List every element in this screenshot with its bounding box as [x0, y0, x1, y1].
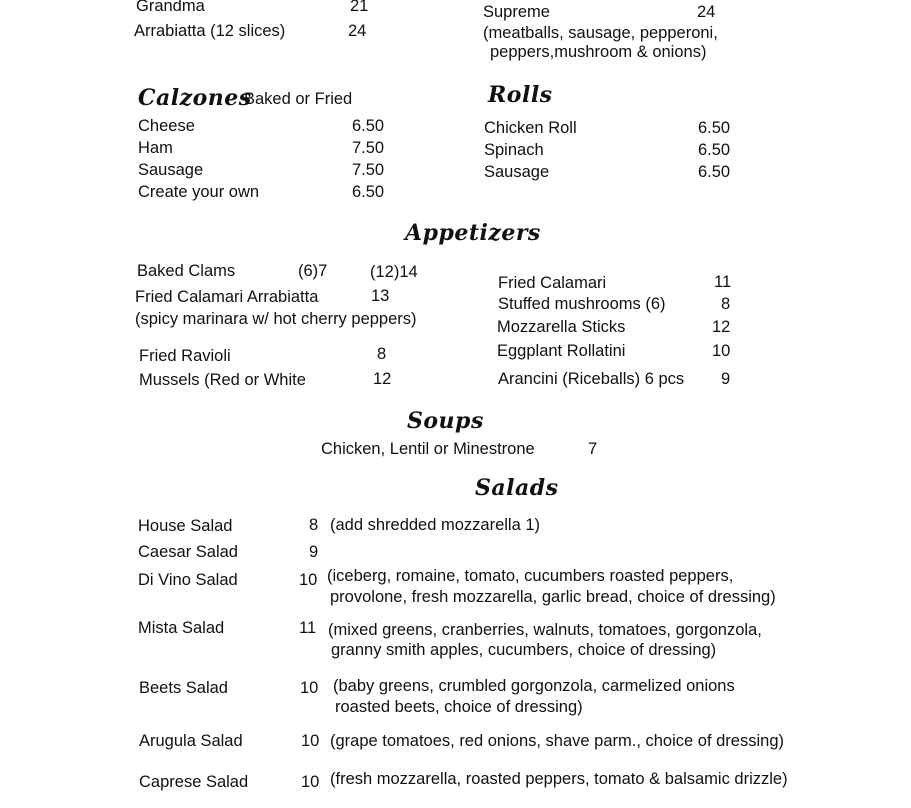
calzone-name-sausage: Sausage: [138, 161, 204, 179]
app-name-mozzarella-sticks: Mozzarella Sticks: [497, 318, 626, 336]
app-price-stuffed-mushrooms: 8: [721, 295, 731, 313]
salad-desc-mista-1: (mixed greens, cranberries, walnuts, tomatoes, gorgonzola,: [328, 621, 762, 639]
app-desc-calamari-arrabiatta: (spicy marinara w/ hot cherry peppers): [135, 310, 417, 328]
app-price-arancini: 9: [721, 370, 731, 388]
salad-name-house: House Salad: [138, 517, 233, 535]
calzone-name-ham: Ham: [138, 139, 173, 157]
app-price-eggplant-rollatini: 10: [712, 342, 731, 360]
salad-price-caesar: 9: [309, 543, 319, 561]
item-name-arrabiatta: Arrabiatta (12 slices): [134, 22, 286, 40]
salad-price-arugula: 10: [301, 732, 320, 750]
roll-price-spinach: 6.50: [698, 141, 731, 159]
section-title-appetizers: Appetizers: [405, 220, 541, 246]
salad-desc-beets-2: roasted beets, choice of dressing): [335, 698, 583, 716]
section-title-soups: Soups: [407, 408, 484, 434]
app-price-mussels: 12: [373, 370, 392, 388]
desc-supreme-2: peppers,mushroom & onions): [490, 43, 707, 61]
calzone-price-sausage: 7.50: [352, 161, 385, 179]
salad-name-arugula: Arugula Salad: [139, 732, 243, 750]
app-name-baked-clams: Baked Clams: [137, 262, 236, 280]
app-price-mozzarella-sticks: 12: [712, 318, 731, 336]
calzones-subtitle: Baked or Fried: [244, 90, 353, 108]
salad-desc-house: (add shredded mozzarella 1): [330, 516, 541, 534]
app-name-arancini: Arancini (Riceballs) 6 pcs: [498, 370, 685, 388]
app-name-fried-calamari: Fried Calamari: [498, 274, 607, 292]
roll-price-sausage: 6.50: [698, 163, 731, 181]
salad-desc-caprese: (fresh mozzarella, roasted peppers, tomato & balsamic drizzle): [330, 770, 788, 788]
roll-name-spinach: Spinach: [484, 141, 544, 159]
salad-price-house: 8: [309, 516, 319, 534]
price-supreme: 24: [697, 3, 716, 21]
calzone-price-ham: 7.50: [352, 139, 385, 157]
app-price-fried-calamari: 11: [714, 273, 732, 291]
salad-price-caprese: 10: [301, 773, 320, 791]
roll-name-sausage: Sausage: [484, 163, 550, 181]
salad-price-divino: 10: [299, 571, 318, 589]
app-name-stuffed-mushrooms: Stuffed mushrooms (6): [498, 295, 666, 313]
salad-price-beets: 10: [300, 679, 319, 697]
app-name-calamari-arrabiatta: Fried Calamari Arrabiatta: [135, 288, 319, 306]
soup-price: 7: [588, 440, 598, 458]
app-name-mussels: Mussels (Red or White: [139, 371, 306, 389]
calzone-name-cheese: Cheese: [138, 117, 195, 135]
salad-name-mista: Mista Salad: [138, 619, 225, 637]
salad-desc-divino-2: provolone, fresh mozzarella, garlic bread, choice of dressing): [330, 588, 776, 606]
soup-name: Chicken, Lentil or Minestrone: [321, 440, 535, 458]
item-name: Grandma: [136, 0, 205, 15]
desc-supreme-1: (meatballs, sausage, pepperoni,: [483, 24, 718, 42]
salad-name-caprese: Caprese Salad: [139, 773, 249, 791]
salad-desc-arugula: (grape tomatoes, red onions, shave parm., choice of dressing): [330, 732, 784, 750]
app-price-baked-clams-6: (6)7: [298, 262, 328, 280]
section-title-salads: Salads: [475, 475, 559, 501]
section-title-rolls: Rolls: [488, 82, 553, 108]
salad-desc-beets-1: (baby greens, crumbled gorgonzola, carmelized onions: [333, 677, 735, 695]
item-name-supreme: Supreme: [483, 3, 550, 21]
calzone-price-create: 6.50: [352, 183, 385, 201]
app-name-fried-ravioli: Fried Ravioli: [139, 347, 231, 365]
roll-price-chicken: 6.50: [698, 119, 731, 137]
app-price-calamari-arrabiatta: 13: [371, 287, 390, 305]
roll-name-chicken: Chicken Roll: [484, 119, 577, 137]
salad-name-beets: Beets Salad: [139, 679, 228, 697]
calzone-name-create: Create your own: [138, 183, 260, 201]
salad-desc-mista-2: granny smith apples, cucumbers, choice of dressing): [331, 641, 717, 659]
salad-price-mista: 11: [299, 619, 317, 637]
app-name-eggplant-rollatini: Eggplant Rollatini: [497, 342, 626, 360]
price-grandma: 21: [350, 0, 369, 15]
section-title-calzones: Calzones: [138, 85, 252, 111]
app-price-baked-clams-12: (12)14: [370, 263, 418, 281]
salad-name-divino: Di Vino Salad: [138, 571, 238, 589]
salad-name-caesar: Caesar Salad: [138, 543, 238, 561]
calzone-price-cheese: 6.50: [352, 117, 385, 135]
price-arrabiatta: 24: [348, 22, 367, 40]
menu-item-grandma: [136, 0, 205, 16]
app-price-fried-ravioli: 8: [377, 345, 387, 363]
salad-desc-divino-1: (iceberg, romaine, tomato, cucumbers roasted peppers,: [327, 567, 734, 585]
